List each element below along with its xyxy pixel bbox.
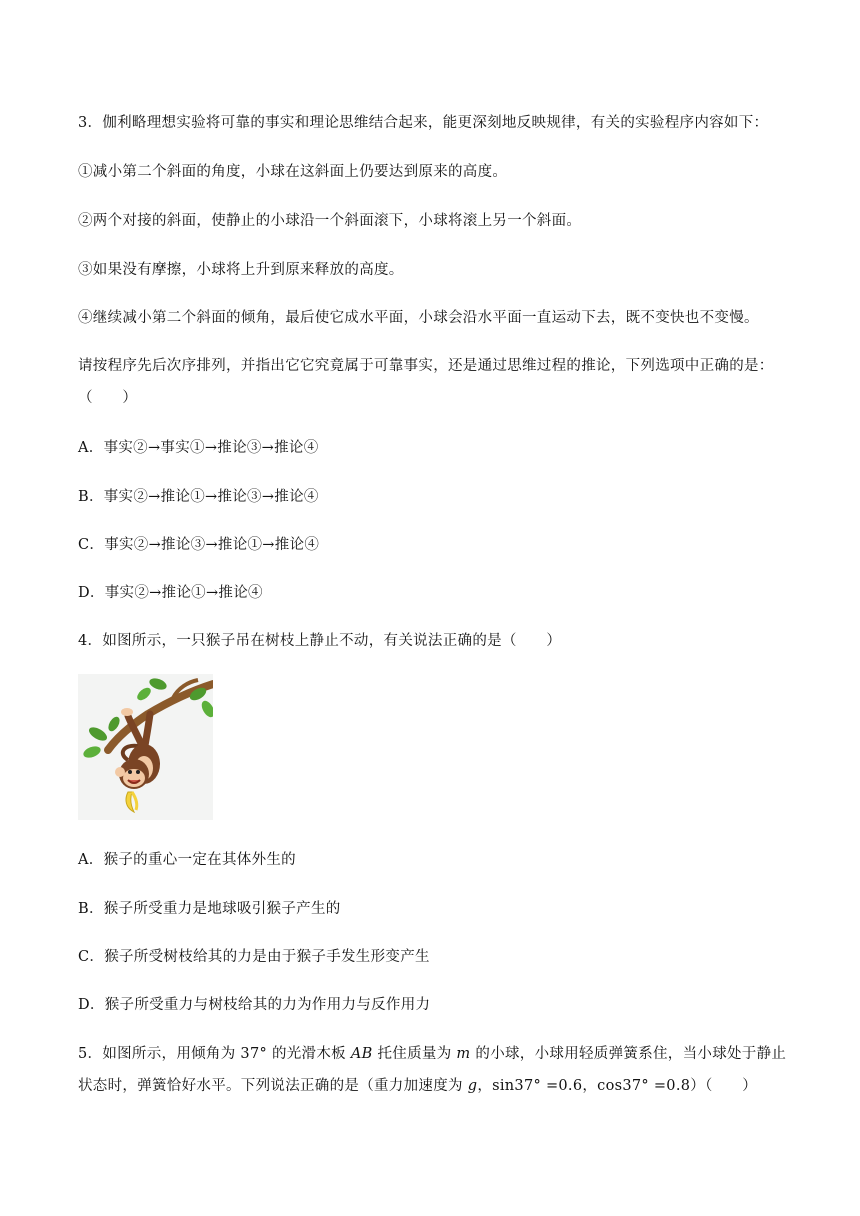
q3-option-c: C．事实②→推论③→推论①→推论④ <box>78 537 320 553</box>
q5-stem-line-2 <box>78 1074 757 1095</box>
q5-text-3: 的小球，小球用轻质弹簧系住，当小球处于静止 <box>470 1046 787 1062</box>
q3-step-4: ④继续减小第二个斜面的倾角，最后使它成水平面，小球会沿水平面一直运动下去，既不变快也不变慢。 <box>78 310 759 326</box>
q3-step-2: ②两个对接的斜面，使静止的小球沿一个斜面滚下，小球将滚上另一个斜面。 <box>78 213 582 229</box>
q4-option-d: D．猴子所受重力与树枝给其的力为作用力与反作用力 <box>78 997 431 1013</box>
q3-question: 请按程序先后次序排列，并指出它它究竟属于可靠事实，还是通过思维过程的推论，下列选项中正确的是： <box>78 358 774 374</box>
q3-option-d: D．事实②→推论①→推论④ <box>78 585 263 601</box>
q4-option-b: B．猴子所受重力是地球吸引猴子产生的 <box>78 901 341 917</box>
q5-text-4: 状态时，弹簧恰好水平。下列说法正确的是（重力加速度为 <box>78 1078 468 1094</box>
q5-var-m: m <box>456 1046 471 1062</box>
q4-stem: 4．如图所示，一只猴子吊在树枝上静止不动，有关说法正确的是（ ） <box>78 633 562 649</box>
q5-var-g: g <box>467 1078 478 1094</box>
monkey-on-branch-illustration <box>78 674 213 820</box>
q3-step-1: ①减小第二个斜面的角度，小球在这斜面上仍要达到原来的高度。 <box>78 164 508 180</box>
q4-option-c: C．猴子所受树枝给其的力是由于猴子手发生形变产生 <box>78 949 430 965</box>
q3-stem: 3．伽利略理想实验将可靠的事实和理论思维结合起来，能更深刻地反映规律，有关的实验程序内容如下： <box>78 115 769 131</box>
q3-option-a: A．事实②→事实①→推论③→推论④ <box>78 440 319 456</box>
q3-answer-paren: （ ） <box>78 390 138 406</box>
q3-option-b: B．事实②→推论①→推论③→推论④ <box>78 489 319 505</box>
q3-step-3: ③如果没有摩擦，小球将上升到原来释放的高度。 <box>78 262 404 278</box>
q5-var-ab: AB <box>350 1046 373 1062</box>
q5-text-5: ，sin37° =0.6，cos37° =0.8）（ ） <box>477 1078 758 1094</box>
q5-text-2: 托住质量为 <box>372 1046 457 1062</box>
q5-stem-line-1 <box>78 1042 786 1063</box>
q4-option-a: A．猴子的重心一定在其体外生的 <box>78 852 296 868</box>
q5-text-1: 5．如图所示，用倾角为 37° 的光滑木板 <box>78 1046 351 1062</box>
